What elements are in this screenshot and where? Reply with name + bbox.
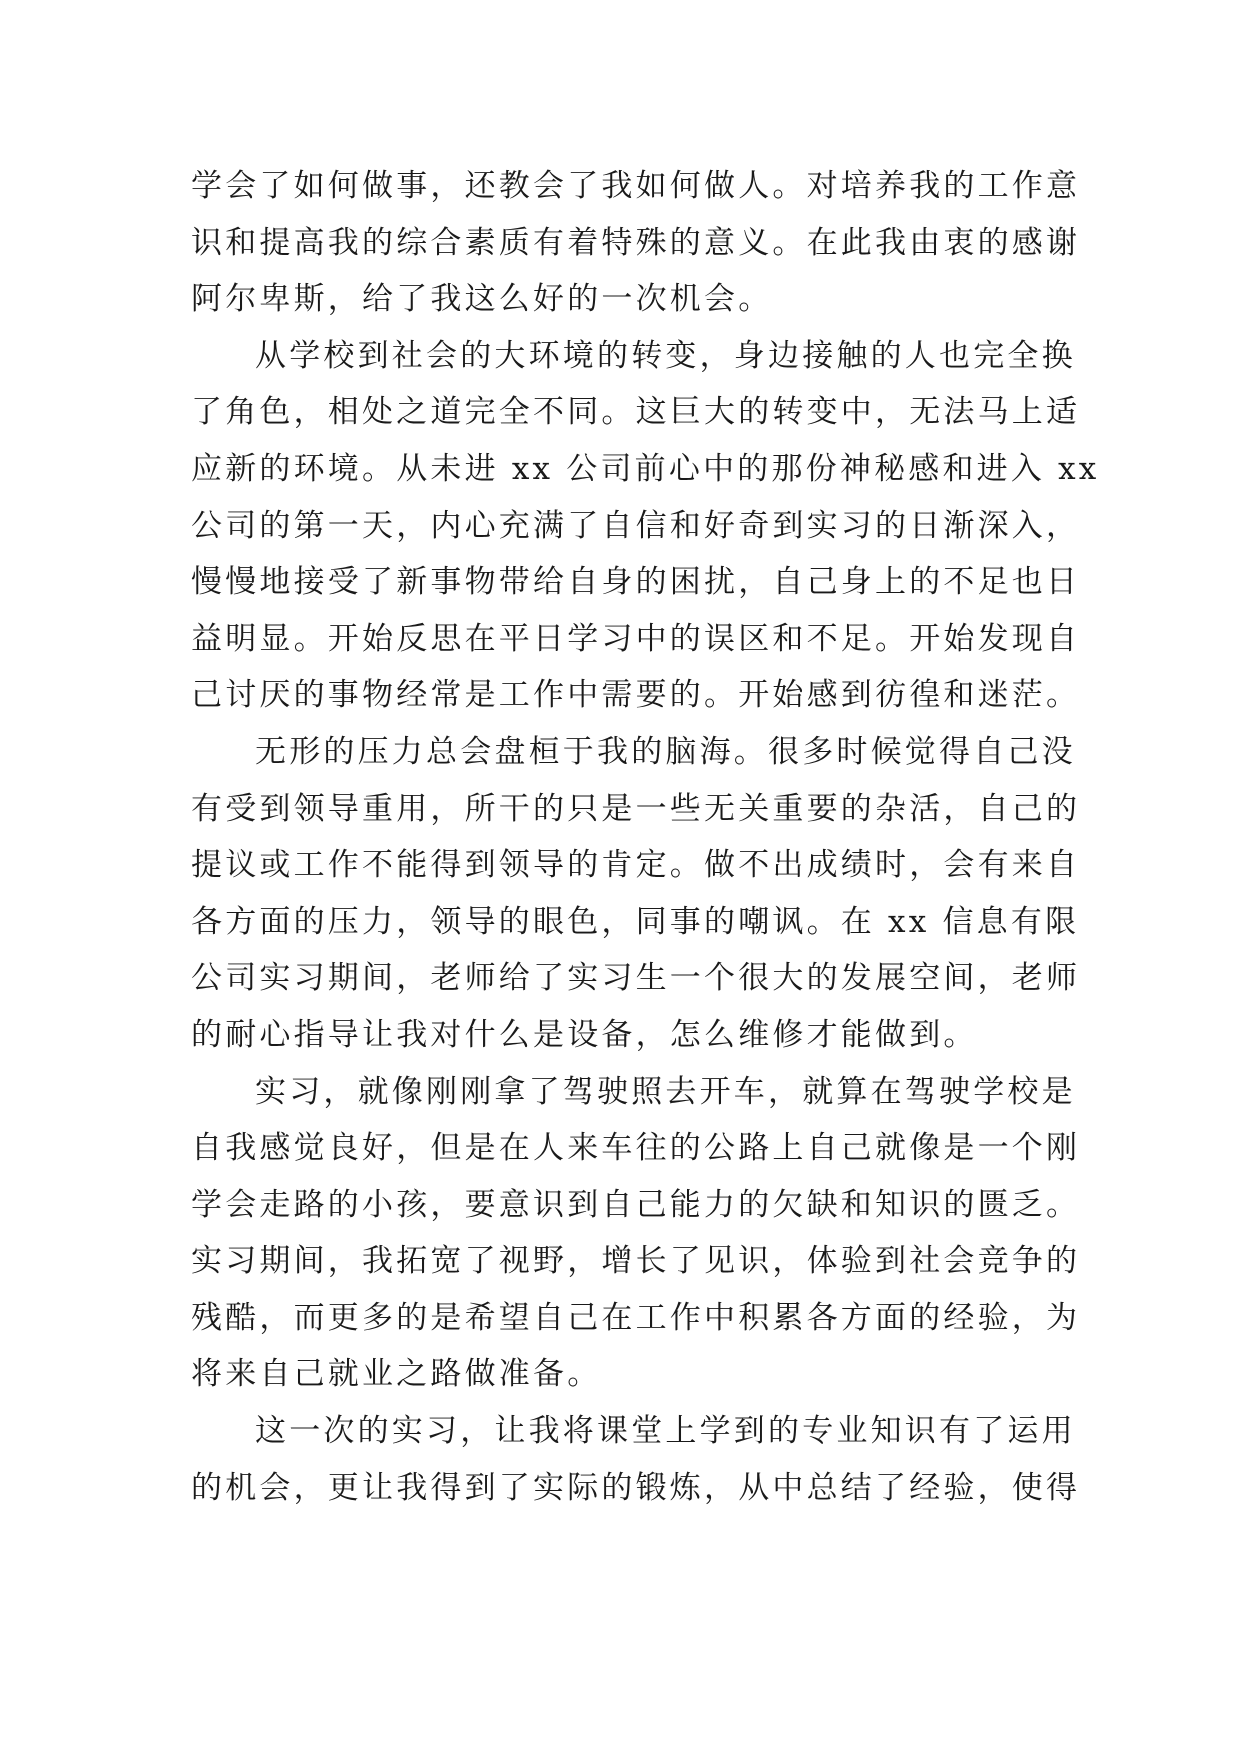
- text-line: 各方面的压力，领导的眼色，同事的嘲讽。在 xx 信息有限: [191, 903, 1080, 940]
- text-line: 将来自己就业之路做准备。: [191, 1356, 602, 1393]
- text-line: 己讨厌的事物经常是工作中需要的。开始感到彷徨和迷茫。: [191, 677, 1081, 714]
- text-line: 公司实习期间，老师给了实习生一个很大的发展空间，老师: [191, 960, 1081, 997]
- document-body: [191, 158, 1100, 1516]
- text-line: 学会走路的小孩，要意识到自己能力的欠缺和知识的匮乏。: [191, 1186, 1081, 1223]
- text-line: 公司的第一天，内心充满了自信和好奇到实习的日渐深入，: [191, 507, 1081, 544]
- text-line: 的耐心指导让我对什么是设备，怎么维修才能做到。: [191, 1016, 978, 1053]
- text-line: 自我感觉良好，但是在人来车往的公路上自己就像是一个刚: [191, 1130, 1081, 1167]
- paragraph-first-line: 实习，就像刚刚拿了驾驶照去开车，就算在驾驶学校是: [255, 1073, 1076, 1110]
- paragraph-first-line: 无形的压力总会盘桓于我的脑海。很多时候觉得自己没: [255, 733, 1076, 770]
- text-line: 应新的环境。从未进 xx 公司前心中的那份神秘感和进入 xx: [191, 450, 1100, 487]
- text-line: 阿尔卑斯，给了我这么好的一次机会。: [191, 281, 773, 318]
- text-line: 有受到领导重用，所干的只是一些无关重要的杂活，自己的: [191, 790, 1081, 827]
- paragraph-first-line: 从学校到社会的大环境的转变，身边接触的人也完全换: [255, 337, 1076, 374]
- text-line: 慢慢地接受了新事物带给自身的困扰，自己身上的不足也日: [191, 564, 1081, 601]
- text-line: 实习期间，我拓宽了视野，增长了见识，体验到社会竞争的: [191, 1243, 1081, 1280]
- paragraph-first-line: 这一次的实习，让我将课堂上学到的专业知识有了运用: [255, 1413, 1076, 1450]
- text-line: 提议或工作不能得到领导的肯定。做不出成绩时，会有来自: [191, 847, 1081, 884]
- text-line: 识和提高我的综合素质有着特殊的意义。在此我由衷的感谢: [191, 224, 1081, 261]
- text-line: 益明显。开始反思在平日学习中的误区和不足。开始发现自: [191, 620, 1081, 657]
- text-line: 了角色，相处之道完全不同。这巨大的转变中，无法马上适: [191, 394, 1081, 431]
- text-line: 残酷，而更多的是希望自己在工作中积累各方面的经验，为: [191, 1299, 1081, 1336]
- text-line: 学会了如何做事，还教会了我如何做人。对培养我的工作意: [191, 168, 1081, 204]
- text-line: 的机会，更让我得到了实际的锻炼，从中总结了经验，使得: [191, 1469, 1081, 1506]
